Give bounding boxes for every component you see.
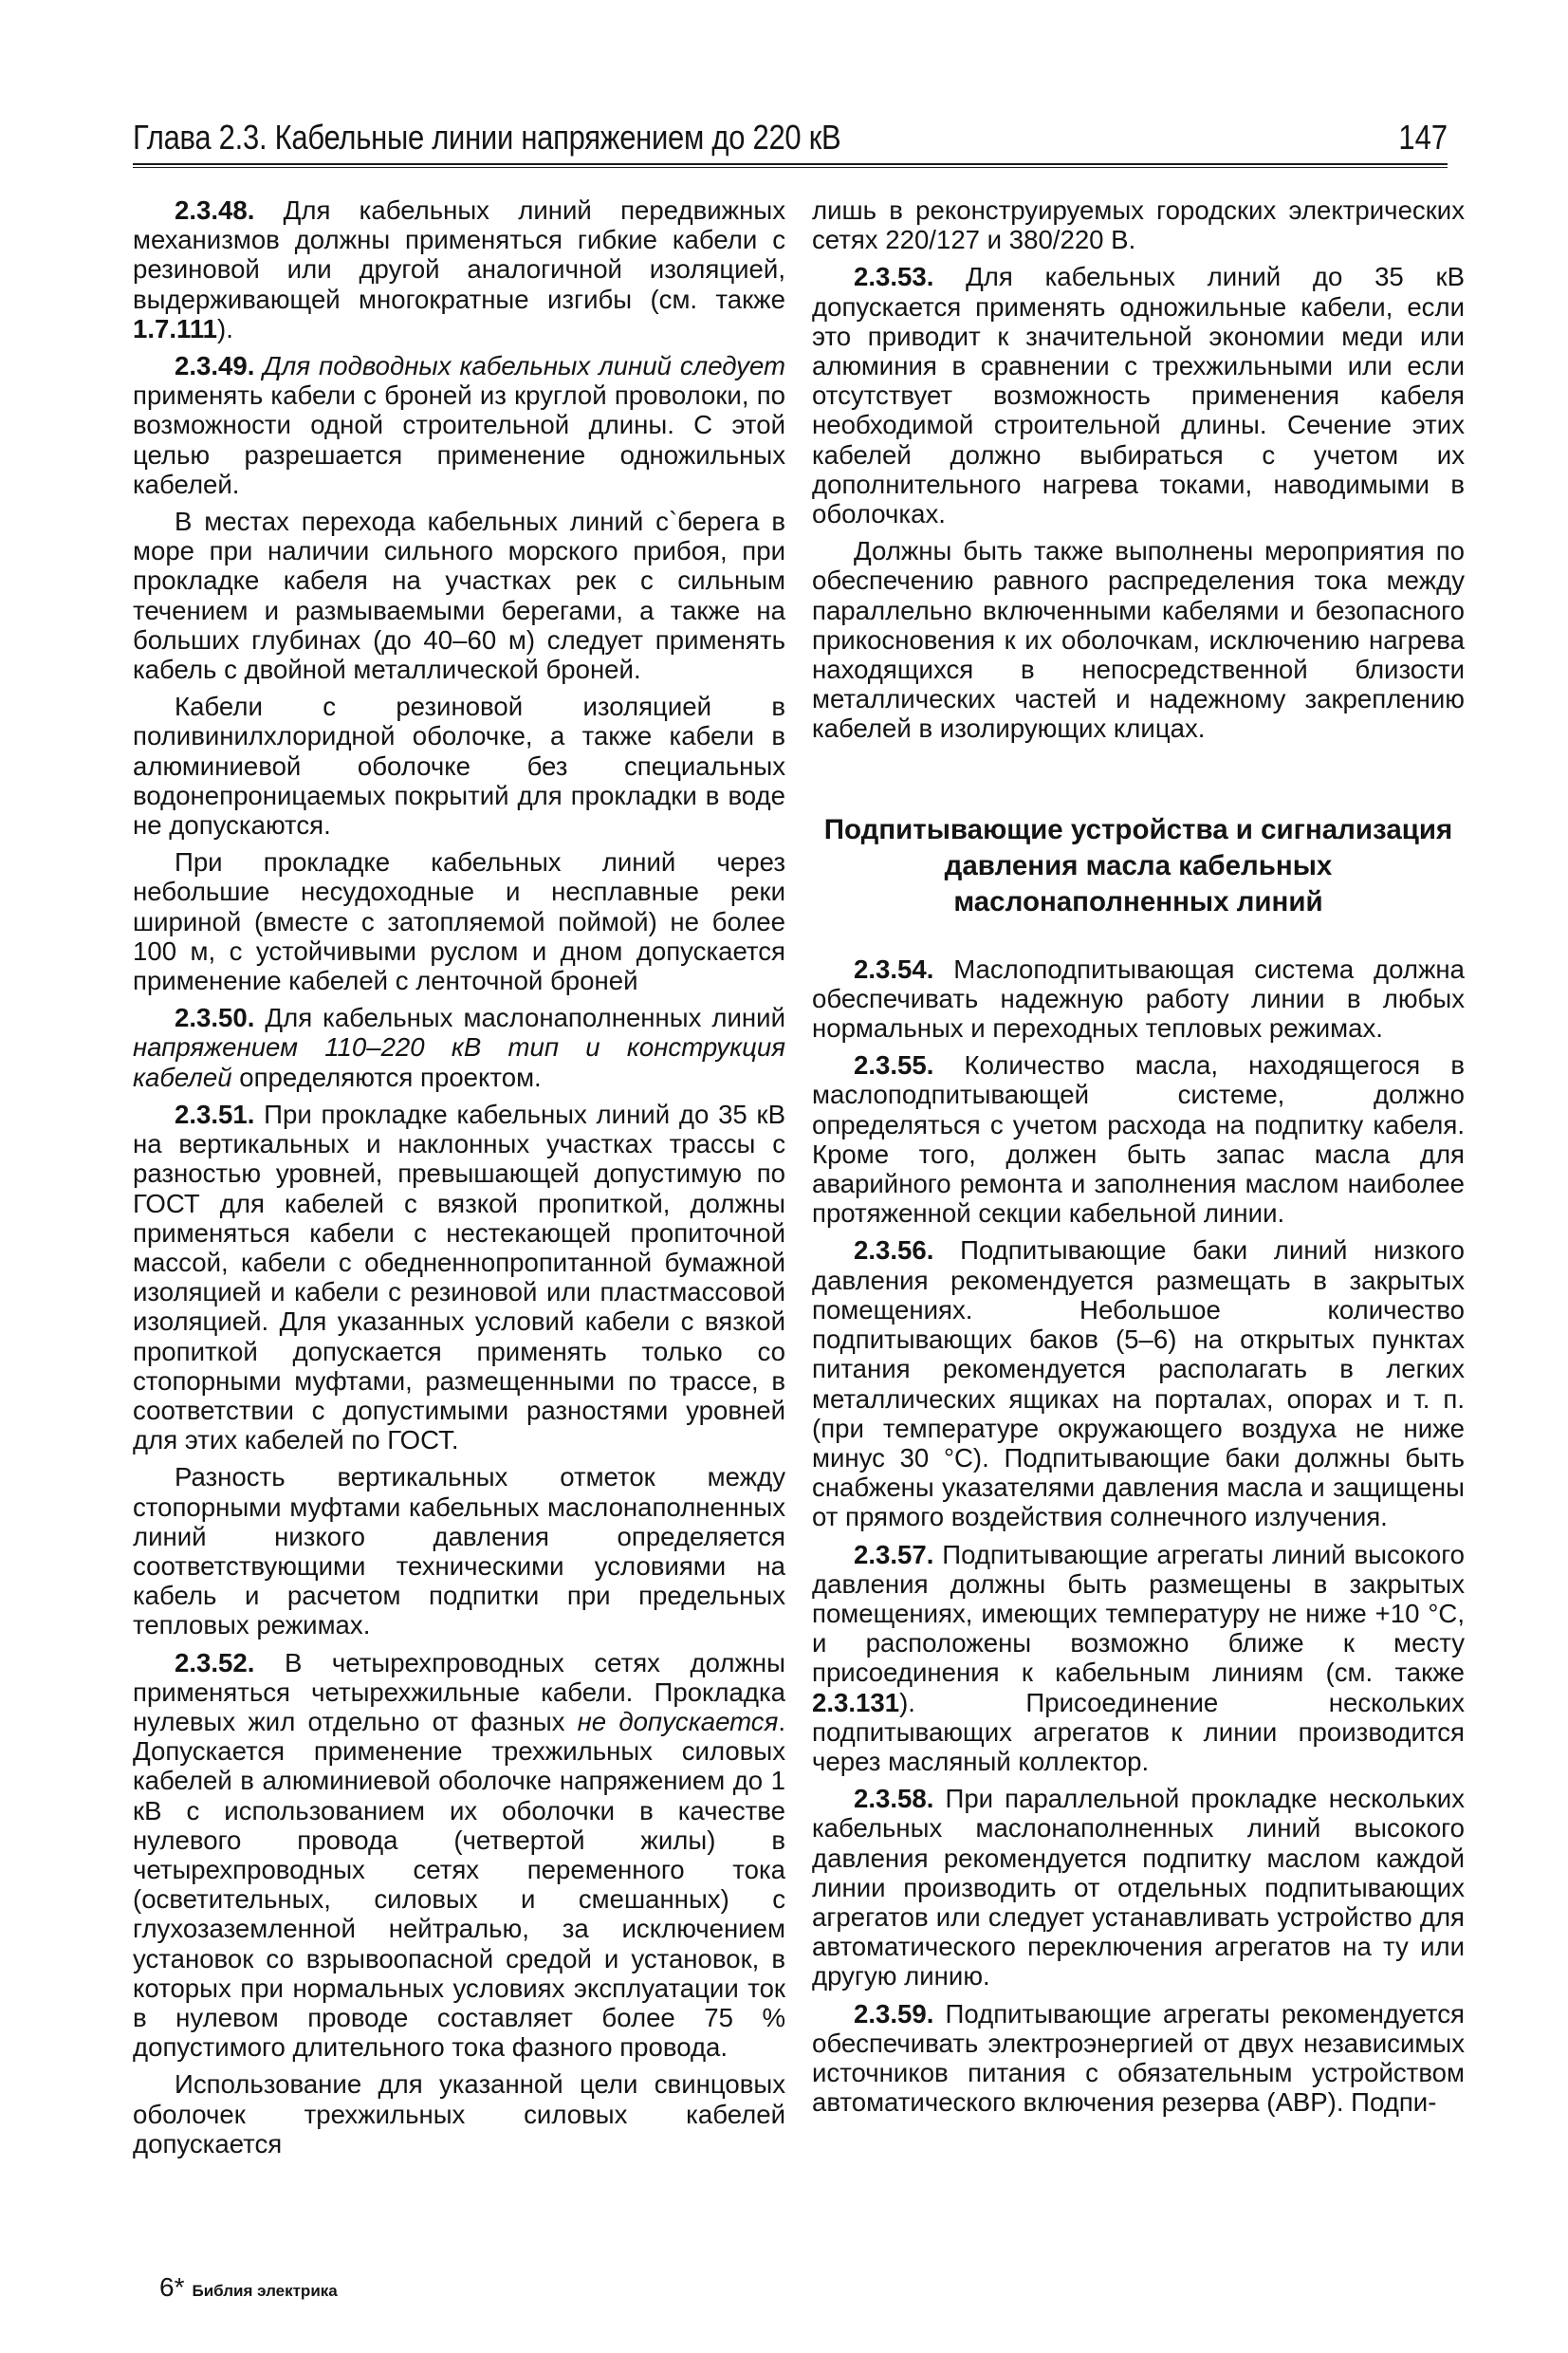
clause-paragraph	[812, 1050, 1465, 1228]
paragraph-text: Подпитывающие баки линий низкого давления рекомендуется размещать в закрытых помещениях. Небольшое количество подпитывающих баков (5–6) на открытых пунктах питания рекомендуется располагать в легких металлических ящиках на порталах, опорах и т. п. (при температуре окружающего воздуха не ниже минус 30 °С). Подпитывающие баки должны быть снабжены указателями давления масла и защищены от прямого воздействия солнечного излучения.	[812, 1235, 1465, 1532]
clause-number: 2.3.55.	[854, 1050, 934, 1081]
paragraph-text-tail: ).	[217, 313, 233, 343]
paragraph	[812, 195, 1465, 254]
clause-number: 2.3.56.	[854, 1235, 934, 1266]
paragraph-text: Для подводных кабельных линий следует применять кабели с броней из круглой проволоки, по возможности одной строительной длины. С этой целью разрешается применение одножильных кабелей.	[133, 351, 785, 499]
paragraph-text: При параллельной прокладке нескольких кабельных маслонаполненных линий высокого давления рекомендуется подпитку маслом каждой линии производить от отдельных подпитывающих агрегатов или следует устанавливать устройство для автоматического переключения агрегатов на ту или другую линию.	[812, 1784, 1465, 1992]
clause-paragraph	[133, 1648, 785, 2063]
paragraph-text: Для кабельных линий до 35 кВ допускается применять одножильные кабели, если это приводит к значительной экономии меди или алюминия в сравнении с трехжильными или если отсутствует возможность применения кабеля необходимой строительной длины. Сечение этих кабелей должно выбираться с учетом их дополнительного нагрева токами, наводимыми в оболочках.	[812, 262, 1465, 529]
paragraph-text: В местах перехода кабельных линий с`берега в море при наличии сильного морского прибоя, при прокладке кабеля на участках рек с сильным течением и размываемыми берегами, а также на больших глубинах (до 40–60 м) следует применять кабель с двойной металлической броней.	[133, 507, 785, 685]
paragraph-text: Количество масла, находящегося в маслоподпитывающей системе, должно определяться с учетом расхода на подпитку кабеля. Кроме того, должен быть запас масла для аварийного ремонта и заполнения маслом наиболее протяженной секции кабельной линии.	[812, 1050, 1465, 1229]
left-column	[133, 195, 785, 2166]
paragraph	[133, 507, 785, 684]
right-column	[812, 195, 1465, 2124]
paragraph	[812, 536, 1465, 743]
paragraph-text: Подпитывающие агрегаты рекомендуется обеспечивать электроэнергией от двух независимых источников питания с обязательным устройством автоматического включения резерва (АВР). Подпи-	[812, 1998, 1465, 2118]
clause-paragraph	[133, 1003, 785, 1092]
paragraph	[133, 1462, 785, 1640]
paragraph-text: Для кабельных линий передвижных механизмов должны применяться гибкие кабели с резиновой или другой аналогичной изоляцией, выдерживающей многократные изгибы (см. также	[133, 195, 785, 314]
paragraph-text: Подпитывающие агрегаты линий высокого давления должны быть размещены в закрытых помещениях, имеющих температуру не ниже +10 °С, и расположены возможно ближе к месту присоединения к кабельным линиям (см. также	[812, 1539, 1465, 1688]
paragraph-text: Использование для указанной цели свинцовых оболочек трехжильных силовых кабелей допускается	[133, 2069, 785, 2158]
clause-paragraph	[812, 954, 1465, 1044]
header-rule-thin	[133, 167, 1448, 168]
clause-number: 2.3.53.	[854, 262, 934, 292]
clause-number: 2.3.59.	[854, 1998, 934, 2029]
paragraph	[133, 2069, 785, 2158]
clause-number: 2.3.49.	[175, 351, 255, 381]
chapter-title: Глава 2.3. Кабельные линии напряжением до 220 кВ	[133, 118, 841, 157]
clause-number: 2.3.58.	[854, 1784, 934, 1814]
paragraph-text: Разность вертикальных отметок между стопорными муфтами кабельных маслонаполненных линий низкого давления определяется соответствующими техническими условиями на кабель и расчетом подпитки при предельных тепловых режимах.	[133, 1462, 785, 1640]
paragraph-text: Для кабельных маслонаполненных линий напряжением 110–220 кВ тип и конструкция кабелей определяются проектом.	[133, 1003, 785, 1092]
clause-number: 2.3.57.	[854, 1539, 934, 1569]
section-heading: Подпитывающие устройства и сигнализация давления масла кабельных маслонаполненных линий	[823, 813, 1453, 917]
clause-paragraph	[812, 262, 1465, 528]
clause-number: 2.3.52.	[175, 1647, 255, 1677]
clause-number: 2.3.48.	[175, 195, 255, 225]
clause-paragraph	[812, 1999, 1465, 2118]
clause-paragraph	[812, 1540, 1465, 1777]
paragraph	[133, 692, 785, 840]
paragraph-text-tail: ). Присоединение нескольких подпитывающих агрегатов к линии производится через масляный коллектор.	[812, 1687, 1465, 1776]
clause-number: 2.3.51.	[175, 1099, 255, 1129]
clause-reference: 1.7.111	[133, 313, 218, 343]
clause-paragraph	[133, 351, 785, 499]
clause-paragraph	[812, 1235, 1465, 1531]
clause-number: 2.3.54.	[854, 954, 934, 984]
paragraph-text: Маслоподпитывающая система должна обеспечивать надежную работу линии в любых нормальных и переходных тепловых режимах.	[812, 954, 1465, 1044]
page-header	[133, 114, 1448, 171]
clause-paragraph	[133, 195, 785, 343]
clause-paragraph	[133, 1100, 785, 1454]
paragraph-text: При прокладке кабельных линий через небольшие несудоходные и несплавные реки шириной (вместе с затопляемой поймой) не более 100 м, с устойчивыми руслом и дном допускается применение кабелей с ленточной броней	[133, 847, 785, 996]
library-name: Библия электрика	[192, 2282, 338, 2300]
page-footer	[159, 2271, 338, 2307]
page-number: 147	[1398, 118, 1448, 157]
paragraph-text: При прокладке кабельных линий до 35 кВ на вертикальных и наклонных участках трассы с разностью уровней, превышающей допустимую по ГОСТ для кабелей с вязкой пропиткой, должны применяться кабели с нестекающей пропиточной массой, кабели с обедненнопропитанной бумажной изоляцией и кабели с резиновой или пластмассовой изоляцией. Для указанных условий кабели с вязкой пропиткой допускается применять только со стопорными муфтами, размещенными по трассе, в соответствии с допустимыми разностями уровней для этих кабелей по ГОСТ.	[133, 1099, 785, 1455]
clause-number: 2.3.50.	[175, 1003, 255, 1033]
paragraph-text: В четырехпроводных сетях должны применяться четырехжильные кабели. Прокладка нулевых жил отдельно от фазных не допускается. Допускается применение трехжильных силовых кабелей в алюминиевой оболочке напряжением до 1 кВ с использованием их оболочки в качестве нулевого провода (четвертой жилы) в четырехпроводных сетях переменного тока (осветительных, силовых и смешанных) с глухозаземленной нейтралью, за исключением установок со взрывоопасной средой и установок, в которых при нормальных условиях эксплуатации ток в нулевом проводе составляет более 75 % допустимого длительного тока фазного провода.	[133, 1647, 785, 2063]
paragraph	[133, 847, 785, 995]
paragraph-text: Кабели с резиновой изоляцией в поливинилхлоридной оболочке, а также кабели в алюминиевой оболочке без специальных водонепроницаемых покрытий для прокладки в воде не допускаются.	[133, 692, 785, 841]
clause-paragraph	[812, 1784, 1465, 1991]
header-rule	[133, 163, 1448, 165]
paragraph-text: Должны быть также выполнены мероприятия по обеспечению равного распределения тока между параллельно включенными кабелями и безопасного прикосновения к их оболочкам, исключению нагрева находящихся в непосредственной близости металлических частей и надежному закреплению кабелей в изолирующих клицах.	[812, 536, 1465, 744]
signature-mark: 6*	[159, 2272, 185, 2302]
paragraph-text: лишь в реконструируемых городских электрических сетях 220/127 и 380/220 В.	[812, 195, 1465, 255]
clause-reference: 2.3.131	[812, 1687, 900, 1717]
